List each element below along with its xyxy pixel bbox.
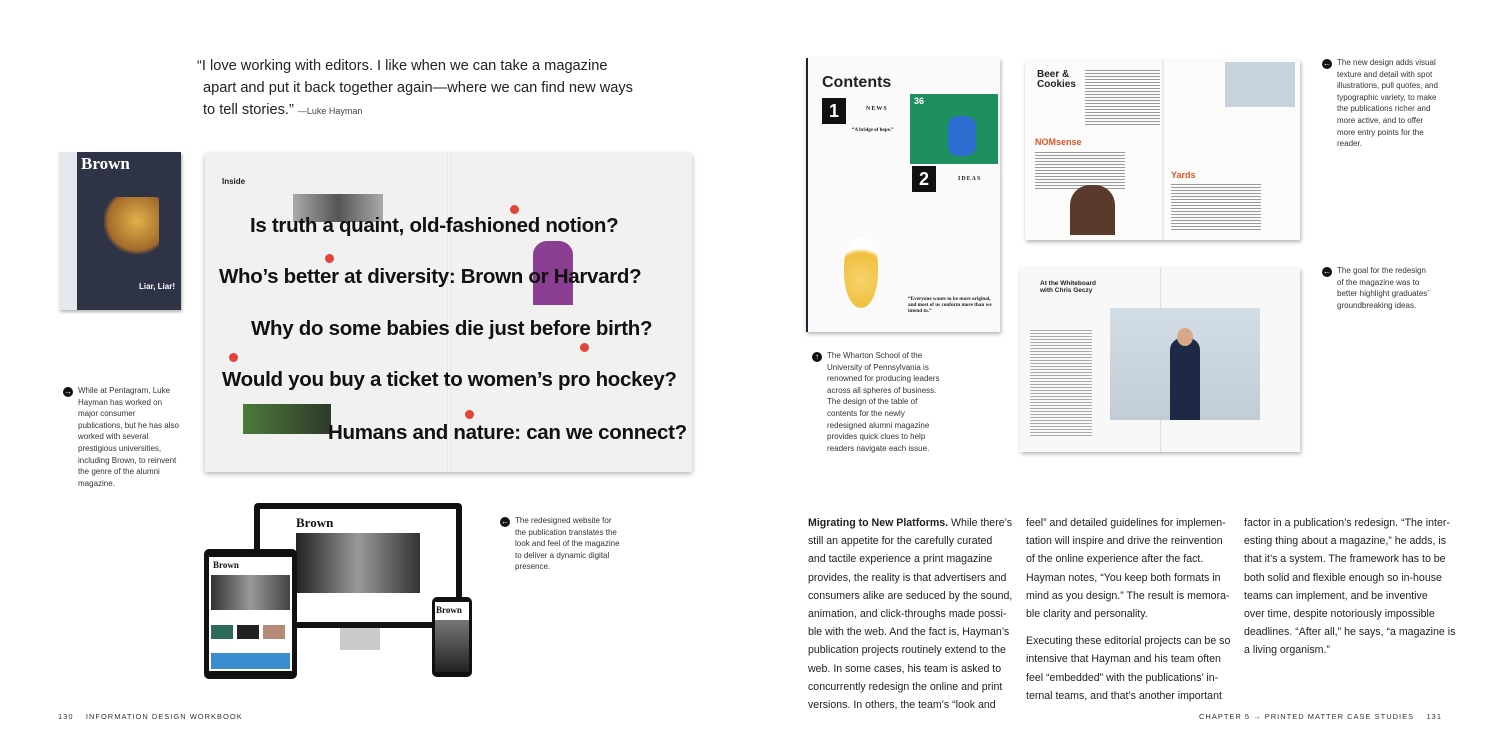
beer-spread-subhead: NOMsense bbox=[1035, 137, 1082, 147]
body-line: deadlines. “After all,” he says, “a magazine is bbox=[1244, 626, 1456, 639]
footer-left bbox=[58, 712, 243, 721]
beer-glass-illustration bbox=[844, 238, 878, 308]
tablet-mockup bbox=[204, 549, 297, 679]
caption-text: The goal for the redesign of the magazine was to better highlight graduates’ groundbreaking ideas. bbox=[1337, 266, 1429, 310]
body-line: While there’s bbox=[948, 517, 1013, 529]
body-line: intensive that Hayman and his team often bbox=[1026, 653, 1221, 666]
body-column-1 bbox=[808, 514, 1013, 714]
body-line: animation, and click-throughs made possi- bbox=[808, 608, 1007, 621]
body-column-2 bbox=[1026, 514, 1231, 705]
arrow-up-icon: ↑ bbox=[812, 352, 822, 362]
spread-headline: Why do some babies die just before birth? bbox=[251, 317, 653, 340]
body-line: feel” and detailed guidelines for implemen- bbox=[1026, 517, 1226, 529]
caption-wharton bbox=[815, 350, 942, 454]
arrow-left-icon: ← bbox=[1323, 59, 1331, 68]
body-line: of the online experience after the fact. bbox=[1026, 553, 1204, 566]
whiteboard-spread-image bbox=[1020, 268, 1300, 452]
body-line: versions. In others, the team’s “look and bbox=[808, 699, 996, 712]
brown-cover-image bbox=[59, 152, 181, 310]
body-column-3 bbox=[1244, 514, 1456, 660]
pull-quote bbox=[197, 55, 637, 122]
arrow-right-icon: → bbox=[64, 387, 72, 396]
caption-text: The new design adds visual texture and detail with spot illustrations, pull quotes, and typographic variety, to make the publications richer and more active, and to offer more entry points for the reader. bbox=[1337, 58, 1438, 149]
section-label: NEWS bbox=[866, 106, 888, 112]
caption-text: While at Pentagram, Luke Hayman has worked on major consumer publications, but he has also worked with several prestigious universities, including Brown, to reinvent the genre of the alumni magazine. bbox=[78, 386, 179, 488]
desktop-stand bbox=[340, 628, 380, 650]
body-line: a living organism.” bbox=[1244, 644, 1330, 657]
spread-headline: Would you buy a ticket to women’s pro hockey? bbox=[222, 368, 677, 391]
caption-website bbox=[501, 515, 620, 573]
caption-pentagram bbox=[64, 385, 182, 489]
body-line: tation will inspire and drive the reinvention bbox=[1026, 535, 1223, 548]
body-line: ble clarity and personality. bbox=[1026, 608, 1148, 621]
cover-puppet-figure bbox=[104, 197, 159, 257]
body-line: Hayman notes, “You keep both formats in bbox=[1026, 571, 1221, 584]
whiteboard-spread-title: At the Whiteboard with Chris Geczy bbox=[1040, 280, 1096, 294]
spread-headline: Humans and nature: can we connect? bbox=[328, 421, 687, 444]
beer-spread-subhead: Yards bbox=[1171, 170, 1196, 180]
cover-masthead: Brown bbox=[81, 154, 130, 173]
feature-number: 36 bbox=[914, 96, 925, 106]
body-line: mind as you design.” The result is memora- bbox=[1026, 589, 1230, 602]
section-label: IDEAS bbox=[958, 176, 982, 182]
body-line: factor in a publication’s redesign. “The inter- bbox=[1244, 517, 1450, 529]
section-number: 2 bbox=[912, 166, 936, 192]
caption-new-design bbox=[1323, 57, 1442, 150]
body-line: consumers alike are seduced by the sound, bbox=[808, 589, 1013, 602]
page-number: 130 bbox=[58, 712, 74, 721]
footer-right bbox=[1199, 712, 1442, 721]
spread-section-title: Inside bbox=[222, 177, 246, 186]
section-number: 1 bbox=[822, 98, 846, 124]
body-line: and tactile experience a print magazine bbox=[808, 553, 993, 566]
spread-headline: Is truth a quaint, old-fashioned notion? bbox=[250, 214, 619, 237]
running-title: INFORMATION DESIGN WORKBOOK bbox=[85, 712, 243, 721]
tablet-logo: Brown bbox=[213, 560, 239, 570]
body-line: both solid and flexible enough so in-house bbox=[1244, 571, 1442, 584]
running-title: CHAPTER 5 → PRINTED MATTER CASE STUDIES bbox=[1199, 712, 1415, 721]
quote-attribution: —Luke Hayman bbox=[297, 106, 363, 116]
contents-page-image bbox=[806, 58, 1000, 332]
inside-spread-image bbox=[205, 153, 692, 472]
caption-goal bbox=[1323, 265, 1432, 311]
body-line: over time, despite notoriously impossible bbox=[1244, 608, 1435, 621]
body-line: concurrently redesign the online and print bbox=[808, 680, 1003, 693]
website-logo: Brown bbox=[296, 515, 334, 530]
beer-spread-title: Beer & Cookies bbox=[1037, 69, 1076, 90]
body-line: ble with the web. And the fact is, Hayman’s bbox=[808, 626, 1010, 639]
arrow-left-icon: ← bbox=[1323, 267, 1331, 276]
body-line: that it’s a system. The framework has to be bbox=[1244, 553, 1446, 566]
body-line: esting thing about a magazine,” he adds, is bbox=[1244, 535, 1447, 548]
small-quote: “A bridge of hope.” bbox=[852, 128, 894, 133]
body-line: publication projects routinely extend to the bbox=[808, 644, 1006, 657]
caption-text: The redesigned website for the publication translates the look and feel of the magazine to deliver a dynamic digital presence. bbox=[515, 516, 620, 572]
cover-line: Liar, Liar! bbox=[138, 282, 175, 291]
quote-text: “I love working with editors. I like when we can take a magazine apart and put it back together again—where we can find new ways to tell stories.” bbox=[197, 58, 633, 118]
body-heading: Migrating to New Platforms. bbox=[808, 517, 949, 529]
beer-cookies-spread-image bbox=[1025, 60, 1300, 240]
body-line: still an appetite for the carefully curated bbox=[808, 535, 993, 548]
body-line: web. In some cases, his team is asked to bbox=[808, 662, 1002, 675]
phone-logo: Brown bbox=[436, 605, 462, 615]
body-line: feel “embedded” with the publications’ in- bbox=[1026, 671, 1219, 684]
arrow-left-icon: ← bbox=[501, 517, 509, 526]
page-number: 131 bbox=[1426, 712, 1442, 721]
spread-photo-nature bbox=[243, 404, 331, 434]
body-line: Executing these editorial projects can be so bbox=[1026, 635, 1231, 648]
spread-headline: Who’s better at diversity: Brown or Harvard? bbox=[219, 265, 642, 288]
phone-mockup bbox=[432, 597, 472, 677]
body-line: ternal teams, and that’s another important bbox=[1026, 689, 1222, 702]
caption-text: The Wharton School of the University of Pennsylvania is renowned for producing leaders across all spheres of business. The design of the table of contents for the newly redesigned alumni magazine provides quick clues to help readers navigate each issue. bbox=[827, 351, 940, 453]
body-line: teams can implement, and be inventive bbox=[1244, 589, 1428, 602]
body-line: provides, the reality is that advertisers and bbox=[808, 571, 1007, 584]
contents-title: Contents bbox=[822, 74, 892, 91]
contents-pull-quote: “Everyone wants to be more original, and most of us conform more than we intend to.” bbox=[908, 296, 992, 314]
